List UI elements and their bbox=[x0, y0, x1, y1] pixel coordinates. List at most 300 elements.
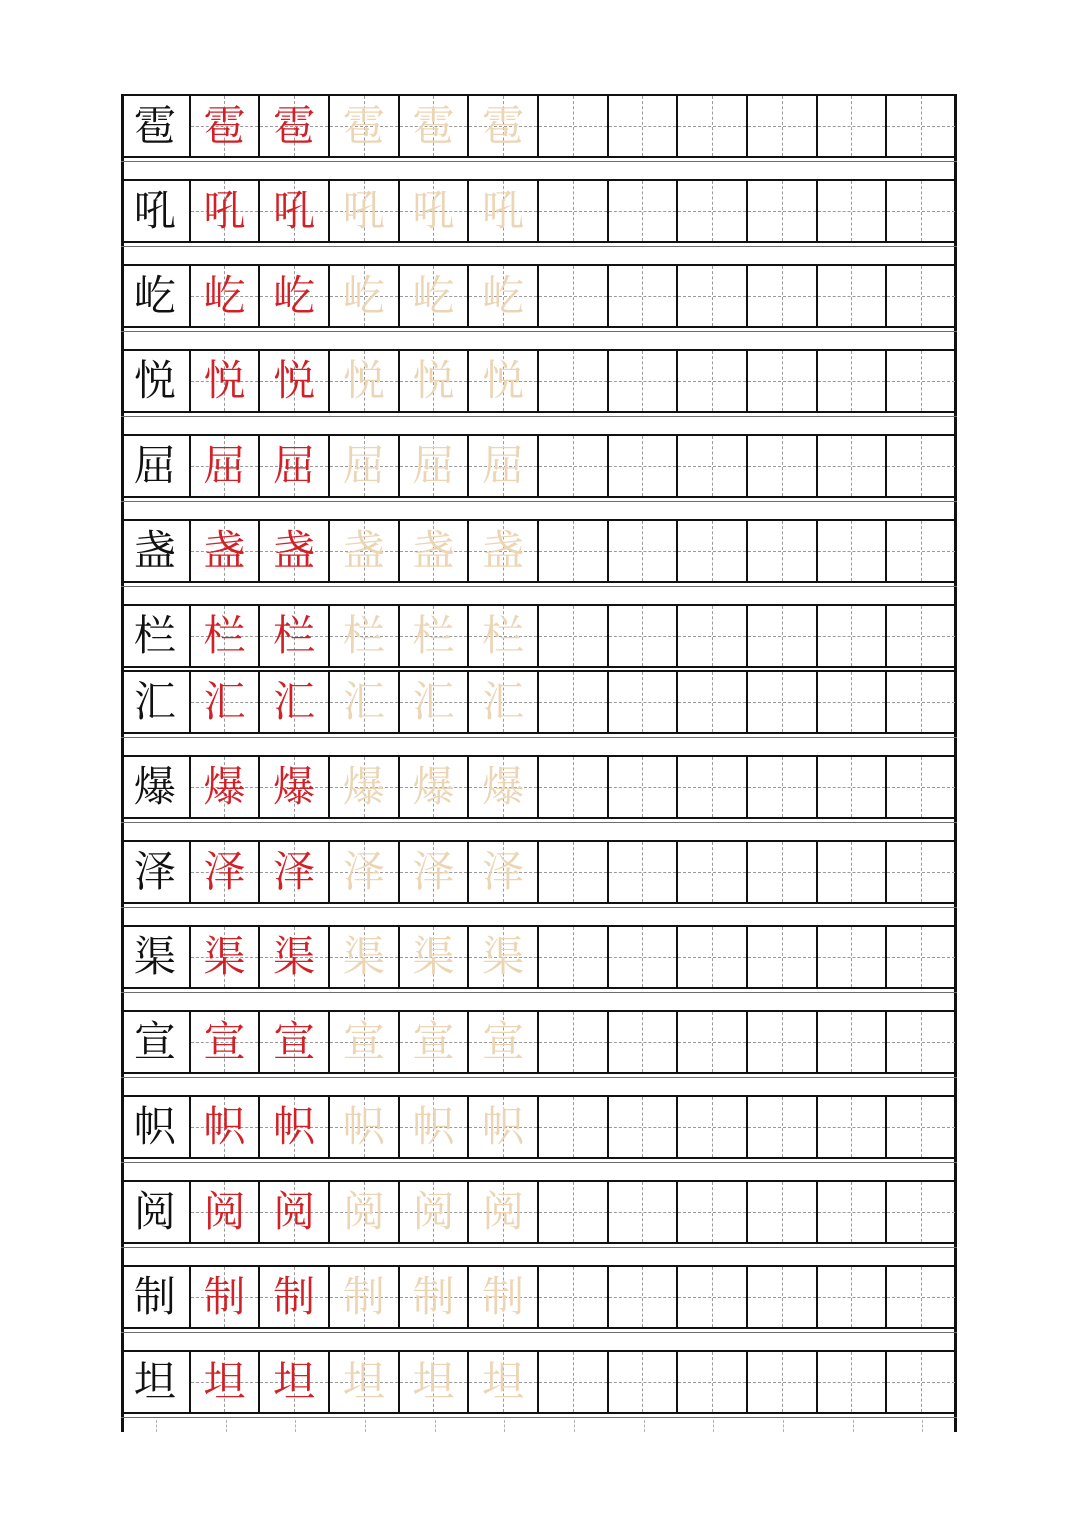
blank-practice-cell[interactable] bbox=[539, 606, 609, 666]
red-example-cell bbox=[191, 351, 261, 411]
trace-character-cell[interactable] bbox=[330, 842, 400, 902]
red-glyph: 屹 bbox=[203, 271, 246, 320]
blank-practice-cell[interactable] bbox=[887, 1012, 957, 1072]
grid-guide-horizontal bbox=[609, 1212, 677, 1213]
red-glyph: 吼 bbox=[203, 186, 246, 235]
model-character-cell bbox=[121, 842, 191, 902]
red-glyph: 栏 bbox=[273, 611, 316, 660]
grid-guide-horizontal bbox=[887, 702, 955, 703]
trace-character-cell[interactable] bbox=[330, 181, 400, 241]
row-gap-line bbox=[121, 822, 957, 823]
model-character-cell bbox=[121, 351, 191, 411]
red-example-cell bbox=[260, 436, 330, 496]
model-character-cell bbox=[121, 1267, 191, 1327]
blank-practice-cell[interactable] bbox=[678, 1267, 748, 1327]
model-glyph: 渠 bbox=[133, 932, 176, 981]
grid-guide-horizontal bbox=[887, 211, 955, 212]
red-glyph: 雹 bbox=[273, 101, 316, 150]
blank-practice-cell[interactable] bbox=[539, 842, 609, 902]
red-glyph: 帜 bbox=[203, 1102, 246, 1151]
blank-practice-cell[interactable] bbox=[539, 1182, 609, 1242]
blank-practice-cell[interactable] bbox=[539, 521, 609, 581]
blank-practice-cell[interactable] bbox=[748, 96, 818, 156]
blank-practice-cell[interactable] bbox=[818, 351, 888, 411]
grid-guide-horizontal bbox=[539, 296, 607, 297]
blank-practice-cell[interactable] bbox=[539, 1012, 609, 1072]
red-example-cell bbox=[191, 1012, 261, 1072]
blank-practice-cell[interactable] bbox=[609, 266, 679, 326]
blank-practice-cell[interactable] bbox=[539, 1267, 609, 1327]
blank-practice-cell[interactable] bbox=[818, 266, 888, 326]
trace-character-cell[interactable] bbox=[469, 1352, 539, 1412]
red-glyph: 汇 bbox=[203, 677, 246, 726]
grid-guide-horizontal bbox=[748, 957, 816, 958]
red-example-cell bbox=[191, 842, 261, 902]
blank-practice-cell[interactable] bbox=[887, 927, 957, 987]
blank-practice-cell[interactable] bbox=[678, 1012, 748, 1072]
blank-practice-cell[interactable] bbox=[609, 1267, 679, 1327]
blank-practice-cell[interactable] bbox=[748, 521, 818, 581]
blank-practice-cell[interactable] bbox=[539, 672, 609, 732]
red-example-cell bbox=[260, 1012, 330, 1072]
blank-practice-cell[interactable] bbox=[748, 266, 818, 326]
grid-guide-horizontal bbox=[539, 702, 607, 703]
trace-character-cell[interactable] bbox=[469, 181, 539, 241]
blank-practice-cell[interactable] bbox=[818, 96, 888, 156]
model-glyph: 栏 bbox=[133, 611, 176, 660]
red-example-cell bbox=[191, 927, 261, 987]
trace-character-cell[interactable] bbox=[469, 351, 539, 411]
red-glyph: 宣 bbox=[203, 1017, 246, 1066]
blank-practice-cell[interactable] bbox=[678, 96, 748, 156]
trace-glyph: 吼 bbox=[412, 186, 455, 235]
grid-guide-horizontal bbox=[609, 636, 677, 637]
row-gap-line bbox=[121, 1247, 957, 1248]
blank-practice-cell[interactable] bbox=[818, 1352, 888, 1412]
trailing-guide bbox=[574, 1420, 575, 1432]
grid-guide-horizontal bbox=[818, 126, 886, 127]
trace-character-cell[interactable] bbox=[469, 266, 539, 326]
blank-practice-cell[interactable] bbox=[887, 1182, 957, 1242]
trace-character-cell[interactable] bbox=[400, 757, 470, 817]
grid-guide-horizontal bbox=[539, 636, 607, 637]
red-example-cell bbox=[191, 1182, 261, 1242]
red-glyph: 栏 bbox=[203, 611, 246, 660]
grid-guide-horizontal bbox=[609, 551, 677, 552]
model-glyph: 坦 bbox=[133, 1357, 176, 1406]
blank-practice-cell[interactable] bbox=[818, 521, 888, 581]
blank-practice-cell[interactable] bbox=[678, 672, 748, 732]
grid-guide-horizontal bbox=[609, 1042, 677, 1043]
red-glyph: 爆 bbox=[203, 762, 246, 811]
model-character-cell bbox=[121, 927, 191, 987]
blank-practice-cell[interactable] bbox=[539, 436, 609, 496]
trace-character-cell[interactable] bbox=[400, 1097, 470, 1157]
trace-character-cell[interactable] bbox=[400, 1012, 470, 1072]
grid-guide-horizontal bbox=[609, 466, 677, 467]
grid-guide-horizontal bbox=[678, 702, 746, 703]
blank-practice-cell[interactable] bbox=[539, 1097, 609, 1157]
grid-guide-horizontal bbox=[748, 787, 816, 788]
model-glyph: 盏 bbox=[133, 526, 176, 575]
blank-practice-cell[interactable] bbox=[887, 1352, 957, 1412]
blank-practice-cell[interactable] bbox=[678, 927, 748, 987]
trailing-guide bbox=[922, 1420, 923, 1432]
trace-character-cell[interactable] bbox=[400, 842, 470, 902]
model-character-cell bbox=[121, 606, 191, 666]
blank-practice-cell[interactable] bbox=[748, 1012, 818, 1072]
blank-practice-cell[interactable] bbox=[678, 606, 748, 666]
blank-practice-cell[interactable] bbox=[678, 521, 748, 581]
blank-practice-cell[interactable] bbox=[887, 351, 957, 411]
grid-guide-horizontal bbox=[539, 957, 607, 958]
grid-guide-horizontal bbox=[539, 872, 607, 873]
grid-guide-horizontal bbox=[678, 787, 746, 788]
trace-character-cell[interactable] bbox=[400, 1267, 470, 1327]
trace-glyph: 宣 bbox=[482, 1017, 525, 1066]
red-example-cell bbox=[191, 1097, 261, 1157]
blank-practice-cell[interactable] bbox=[748, 842, 818, 902]
blank-practice-cell[interactable] bbox=[678, 1097, 748, 1157]
grid-guide-horizontal bbox=[678, 1382, 746, 1383]
grid-guide-horizontal bbox=[887, 1382, 955, 1383]
grid-guide-horizontal bbox=[818, 1382, 886, 1383]
trace-glyph: 栏 bbox=[482, 611, 525, 660]
grid-guide-horizontal bbox=[678, 1127, 746, 1128]
trace-glyph: 悦 bbox=[342, 356, 385, 405]
blank-practice-cell[interactable] bbox=[678, 266, 748, 326]
trace-character-cell[interactable] bbox=[330, 266, 400, 326]
red-example-cell bbox=[260, 181, 330, 241]
trace-character-cell[interactable] bbox=[469, 842, 539, 902]
trace-character-cell[interactable] bbox=[330, 521, 400, 581]
blank-practice-cell[interactable] bbox=[818, 436, 888, 496]
blank-practice-cell[interactable] bbox=[748, 927, 818, 987]
blank-practice-cell[interactable] bbox=[818, 927, 888, 987]
blank-practice-cell[interactable] bbox=[539, 1352, 609, 1412]
grid-guide-horizontal bbox=[887, 957, 955, 958]
blank-practice-cell[interactable] bbox=[887, 266, 957, 326]
trace-glyph: 制 bbox=[482, 1272, 525, 1321]
trace-character-cell[interactable] bbox=[330, 351, 400, 411]
trace-glyph: 屈 bbox=[482, 441, 525, 490]
blank-practice-cell[interactable] bbox=[678, 842, 748, 902]
blank-practice-cell[interactable] bbox=[609, 1097, 679, 1157]
trailing-guide bbox=[783, 1420, 784, 1432]
blank-practice-cell[interactable] bbox=[887, 521, 957, 581]
trace-glyph: 吼 bbox=[482, 186, 525, 235]
trace-character-cell[interactable] bbox=[469, 606, 539, 666]
model-character-cell bbox=[121, 757, 191, 817]
model-character-cell bbox=[121, 672, 191, 732]
grid-guide-horizontal bbox=[748, 466, 816, 467]
grid-guide-horizontal bbox=[818, 1127, 886, 1128]
trace-glyph: 宣 bbox=[412, 1017, 455, 1066]
trace-glyph: 屹 bbox=[342, 271, 385, 320]
blank-practice-cell[interactable] bbox=[818, 606, 888, 666]
trace-character-cell[interactable] bbox=[400, 1182, 470, 1242]
trace-character-cell[interactable] bbox=[330, 672, 400, 732]
red-glyph: 吼 bbox=[273, 186, 316, 235]
blank-practice-cell[interactable] bbox=[678, 351, 748, 411]
trace-glyph: 坦 bbox=[342, 1357, 385, 1406]
blank-practice-cell[interactable] bbox=[887, 181, 957, 241]
red-example-cell bbox=[260, 266, 330, 326]
trace-glyph: 吼 bbox=[342, 186, 385, 235]
blank-practice-cell[interactable] bbox=[818, 842, 888, 902]
row-gap-line bbox=[121, 1417, 957, 1418]
red-example-cell bbox=[260, 96, 330, 156]
grid-guide-horizontal bbox=[609, 957, 677, 958]
red-glyph: 悦 bbox=[273, 356, 316, 405]
grid-guide-horizontal bbox=[818, 872, 886, 873]
red-example-cell bbox=[260, 1182, 330, 1242]
blank-practice-cell[interactable] bbox=[818, 181, 888, 241]
blank-practice-cell[interactable] bbox=[818, 757, 888, 817]
grid-guide-horizontal bbox=[818, 702, 886, 703]
grid-guide-horizontal bbox=[609, 872, 677, 873]
blank-practice-cell[interactable] bbox=[539, 96, 609, 156]
blank-practice-cell[interactable] bbox=[887, 757, 957, 817]
trace-character-cell[interactable] bbox=[469, 521, 539, 581]
grid-guide-horizontal bbox=[748, 1212, 816, 1213]
row-gap-line bbox=[121, 331, 957, 332]
trace-character-cell[interactable] bbox=[400, 521, 470, 581]
red-glyph: 爆 bbox=[273, 762, 316, 811]
trace-character-cell[interactable] bbox=[400, 1352, 470, 1412]
grid-guide-horizontal bbox=[609, 296, 677, 297]
trace-character-cell[interactable] bbox=[400, 96, 470, 156]
trace-character-cell[interactable] bbox=[400, 351, 470, 411]
trace-glyph: 盏 bbox=[482, 526, 525, 575]
trace-character-cell[interactable] bbox=[469, 672, 539, 732]
trace-glyph: 帜 bbox=[342, 1102, 385, 1151]
red-example-cell bbox=[191, 1267, 261, 1327]
blank-practice-cell[interactable] bbox=[609, 1352, 679, 1412]
blank-practice-cell[interactable] bbox=[609, 96, 679, 156]
model-character-cell bbox=[121, 181, 191, 241]
blank-practice-cell[interactable] bbox=[818, 1267, 888, 1327]
blank-practice-cell[interactable] bbox=[539, 266, 609, 326]
red-example-cell bbox=[260, 1352, 330, 1412]
red-example-cell bbox=[191, 1352, 261, 1412]
blank-practice-cell[interactable] bbox=[539, 757, 609, 817]
trace-character-cell[interactable] bbox=[330, 927, 400, 987]
grid-guide-horizontal bbox=[818, 1297, 886, 1298]
trace-character-cell[interactable] bbox=[330, 1182, 400, 1242]
character-row bbox=[121, 1010, 957, 1074]
model-character-cell bbox=[121, 266, 191, 326]
model-glyph: 屹 bbox=[133, 271, 176, 320]
blank-practice-cell[interactable] bbox=[748, 351, 818, 411]
blank-practice-cell[interactable] bbox=[609, 1012, 679, 1072]
blank-practice-cell[interactable] bbox=[609, 927, 679, 987]
trace-character-cell[interactable] bbox=[400, 927, 470, 987]
model-glyph: 制 bbox=[133, 1272, 176, 1321]
grid-guide-horizontal bbox=[887, 1042, 955, 1043]
red-glyph: 宣 bbox=[273, 1017, 316, 1066]
red-example-cell bbox=[260, 606, 330, 666]
blank-practice-cell[interactable] bbox=[678, 1352, 748, 1412]
grid-guide-horizontal bbox=[678, 296, 746, 297]
grid-guide-horizontal bbox=[887, 551, 955, 552]
blank-practice-cell[interactable] bbox=[609, 521, 679, 581]
blank-practice-cell[interactable] bbox=[887, 842, 957, 902]
model-glyph: 悦 bbox=[133, 356, 176, 405]
trailing-guide bbox=[226, 1420, 227, 1432]
grid-guide-horizontal bbox=[748, 1042, 816, 1043]
blank-practice-cell[interactable] bbox=[678, 436, 748, 496]
trace-character-cell[interactable] bbox=[469, 1012, 539, 1072]
blank-practice-cell[interactable] bbox=[609, 436, 679, 496]
trace-character-cell[interactable] bbox=[400, 606, 470, 666]
red-glyph: 渠 bbox=[273, 932, 316, 981]
trace-character-cell[interactable] bbox=[330, 1352, 400, 1412]
trace-glyph: 屹 bbox=[482, 271, 525, 320]
model-glyph: 雹 bbox=[133, 101, 176, 150]
blank-practice-cell[interactable] bbox=[748, 181, 818, 241]
blank-practice-cell[interactable] bbox=[609, 757, 679, 817]
grid-guide-horizontal bbox=[748, 126, 816, 127]
trace-character-cell[interactable] bbox=[400, 672, 470, 732]
grid-guide-horizontal bbox=[887, 1127, 955, 1128]
trace-character-cell[interactable] bbox=[469, 96, 539, 156]
blank-practice-cell[interactable] bbox=[818, 1182, 888, 1242]
row-gap-line bbox=[121, 992, 957, 993]
trace-character-cell[interactable] bbox=[330, 1267, 400, 1327]
blank-practice-cell[interactable] bbox=[678, 757, 748, 817]
blank-practice-cell[interactable] bbox=[539, 927, 609, 987]
grid-guide-horizontal bbox=[609, 1297, 677, 1298]
blank-practice-cell[interactable] bbox=[609, 672, 679, 732]
blank-practice-cell[interactable] bbox=[818, 672, 888, 732]
trace-character-cell[interactable] bbox=[469, 436, 539, 496]
grid-guide-horizontal bbox=[609, 787, 677, 788]
trace-character-cell[interactable] bbox=[330, 606, 400, 666]
grid-guide-horizontal bbox=[887, 1297, 955, 1298]
trace-character-cell[interactable] bbox=[469, 1097, 539, 1157]
red-example-cell bbox=[191, 266, 261, 326]
grid-guide-horizontal bbox=[818, 211, 886, 212]
red-glyph: 帜 bbox=[273, 1102, 316, 1151]
blank-practice-cell[interactable] bbox=[748, 757, 818, 817]
red-glyph: 盏 bbox=[203, 526, 246, 575]
blank-practice-cell[interactable] bbox=[748, 1097, 818, 1157]
blank-practice-cell[interactable] bbox=[887, 436, 957, 496]
blank-practice-cell[interactable] bbox=[609, 842, 679, 902]
red-glyph: 阅 bbox=[203, 1187, 246, 1236]
trace-character-cell[interactable] bbox=[330, 436, 400, 496]
blank-practice-cell[interactable] bbox=[887, 606, 957, 666]
row-gap-line bbox=[121, 246, 957, 247]
row-gap-line bbox=[121, 1077, 957, 1078]
blank-practice-cell[interactable] bbox=[748, 1182, 818, 1242]
grid-guide-horizontal bbox=[609, 381, 677, 382]
blank-practice-cell[interactable] bbox=[678, 181, 748, 241]
trace-character-cell[interactable] bbox=[400, 266, 470, 326]
blank-practice-cell[interactable] bbox=[887, 1097, 957, 1157]
grid-guide-horizontal bbox=[678, 636, 746, 637]
grid-guide-horizontal bbox=[678, 466, 746, 467]
blank-practice-cell[interactable] bbox=[609, 1182, 679, 1242]
grid-guide-horizontal bbox=[539, 126, 607, 127]
blank-practice-cell[interactable] bbox=[887, 96, 957, 156]
blank-practice-cell[interactable] bbox=[609, 606, 679, 666]
blank-practice-cell[interactable] bbox=[887, 672, 957, 732]
trace-character-cell[interactable] bbox=[469, 927, 539, 987]
trace-glyph: 爆 bbox=[342, 762, 385, 811]
trace-character-cell[interactable] bbox=[330, 1097, 400, 1157]
trace-glyph: 渠 bbox=[412, 932, 455, 981]
trace-glyph: 悦 bbox=[412, 356, 455, 405]
blank-practice-cell[interactable] bbox=[818, 1097, 888, 1157]
trace-glyph: 阅 bbox=[482, 1187, 525, 1236]
blank-practice-cell[interactable] bbox=[818, 1012, 888, 1072]
blank-practice-cell[interactable] bbox=[609, 351, 679, 411]
character-row bbox=[121, 1265, 957, 1329]
row-gap-line bbox=[121, 416, 957, 417]
trace-character-cell[interactable] bbox=[330, 757, 400, 817]
trailing-guide bbox=[504, 1420, 505, 1432]
trace-character-cell[interactable] bbox=[330, 1012, 400, 1072]
red-glyph: 坦 bbox=[273, 1357, 316, 1406]
blank-practice-cell[interactable] bbox=[609, 181, 679, 241]
red-glyph: 坦 bbox=[203, 1357, 246, 1406]
trace-glyph: 泽 bbox=[482, 847, 525, 896]
blank-practice-cell[interactable] bbox=[678, 1182, 748, 1242]
trace-character-cell[interactable] bbox=[469, 757, 539, 817]
trace-glyph: 坦 bbox=[482, 1357, 525, 1406]
row-gap-line bbox=[121, 1332, 957, 1333]
red-glyph: 盏 bbox=[273, 526, 316, 575]
blank-practice-cell[interactable] bbox=[748, 606, 818, 666]
trace-glyph: 栏 bbox=[412, 611, 455, 660]
blank-practice-cell[interactable] bbox=[748, 1267, 818, 1327]
red-example-cell bbox=[260, 351, 330, 411]
grid-guide-horizontal bbox=[539, 1042, 607, 1043]
trace-glyph: 制 bbox=[412, 1272, 455, 1321]
red-glyph: 雹 bbox=[203, 101, 246, 150]
trace-glyph: 阅 bbox=[342, 1187, 385, 1236]
blank-practice-cell[interactable] bbox=[748, 672, 818, 732]
trace-character-cell[interactable] bbox=[469, 1182, 539, 1242]
blank-practice-cell[interactable] bbox=[539, 351, 609, 411]
trace-character-cell[interactable] bbox=[400, 181, 470, 241]
grid-guide-horizontal bbox=[539, 381, 607, 382]
grid-guide-horizontal bbox=[818, 957, 886, 958]
trace-glyph: 悦 bbox=[482, 356, 525, 405]
trace-character-cell[interactable] bbox=[400, 436, 470, 496]
trace-character-cell[interactable] bbox=[469, 1267, 539, 1327]
character-row bbox=[121, 264, 957, 328]
trace-glyph: 汇 bbox=[342, 677, 385, 726]
grid-guide-horizontal bbox=[539, 551, 607, 552]
trace-glyph: 汇 bbox=[412, 677, 455, 726]
blank-practice-cell[interactable] bbox=[887, 1267, 957, 1327]
blank-practice-cell[interactable] bbox=[748, 1352, 818, 1412]
character-row bbox=[121, 604, 957, 668]
blank-practice-cell[interactable] bbox=[748, 436, 818, 496]
blank-practice-cell[interactable] bbox=[539, 181, 609, 241]
character-row bbox=[121, 1350, 957, 1414]
grid-guide-horizontal bbox=[818, 1042, 886, 1043]
trace-character-cell[interactable] bbox=[330, 96, 400, 156]
grid-guide-horizontal bbox=[678, 211, 746, 212]
character-row bbox=[121, 670, 957, 734]
red-example-cell bbox=[191, 606, 261, 666]
trace-glyph: 泽 bbox=[412, 847, 455, 896]
character-row bbox=[121, 94, 957, 158]
